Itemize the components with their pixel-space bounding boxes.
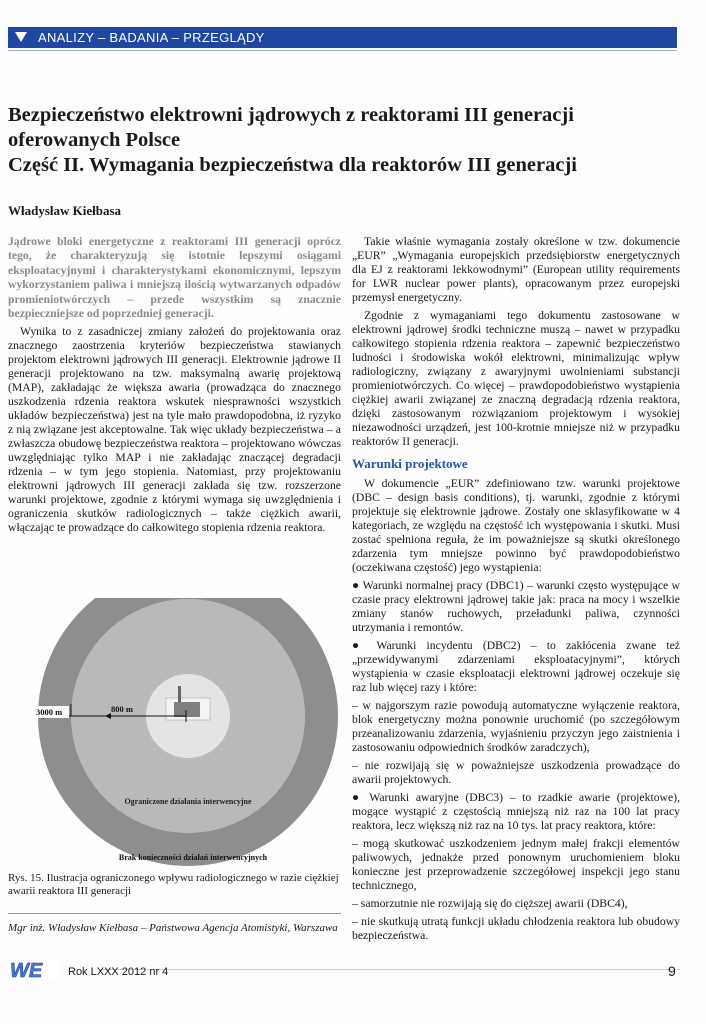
reactor-building bbox=[174, 702, 200, 717]
title-line-2: oferowanych Polsce bbox=[8, 129, 181, 151]
triangle-down-icon bbox=[15, 32, 27, 42]
author-affiliation: Mgr inż. Władysław Kiełbasa – Państwowa Agencja Atomistyki, Warszawa bbox=[8, 922, 338, 934]
list-item: – w najgorszym razie powodują automatyczne wyłączenie reaktora, blok energetyczny można ponownie uruchomić (po szczegółowym przeanalizowaniu zdarzenia, wyjaśnieniu przyczyn jego zaistnienia i zastosowaniu odpowiednich środków zaradczych), bbox=[352, 699, 680, 754]
section-label: ANALIZY – BADANIA – PRZEGLĄDY bbox=[38, 30, 265, 45]
section-heading: Warunki projektowe bbox=[352, 456, 468, 471]
lead-paragraph: Jądrowe bloki energetyczne z reaktorami III generacji oprócz tego, że charakteryzują się istotnie lepszymi osiągami eksploatacyjnymi i charakterystykami ekonomicznymi, lepszym wykorzystaniem paliwa i mniejszą ilością wytwarzanych odpadów promieniotwórczych – przede wszystkim są znacznie bezpieczniejsze od poprzedniej generacji. bbox=[8, 235, 341, 321]
affiliation-divider bbox=[8, 913, 341, 914]
title-line-3: Część II. Wymagania bezpieczeństwa dla reaktorów III generacji bbox=[8, 154, 577, 176]
list-item: ● Warunki incydentu (DBC2) – to zakłócenia zwane też „przewidywanymi zdarzeniami eksploatacyjnymi”, których wystąpienia w czasie eksploatacji elektrowni jądrowej oczekuje się raz lub więcej razy i które: bbox=[352, 639, 680, 694]
figure-caption: Rys. 15. Ilustracja ograniczonego wpływu radiologicznego w razie ciężkiej awarii reaktora III generacji bbox=[8, 872, 339, 897]
list-item: ● Warunki awaryjne (DBC3) – to rzadkie awarie (projektowe), mogące wystąpić z częstością mniejszą niż raz na 100 lat pracy reaktora, lecz większą niż raz na 10 tys. lat pracy reaktora, które: bbox=[352, 791, 680, 832]
right-column bbox=[352, 235, 680, 947]
logo-text: WE bbox=[10, 960, 43, 981]
section-banner bbox=[8, 27, 677, 48]
list-item: – mogą skutkować uszkodzeniem jednym małej frakcji elementów paliwowych, jednakże przed ponownym uruchomieniem bloku konieczne jest przeprowadzenie szczegółowej inspekcji jego stanu technicznego, bbox=[352, 837, 680, 892]
radiation-zone-figure bbox=[8, 598, 341, 870]
body-paragraph: Wynika to z zasadniczej zmiany założeń do projektowania oraz znacznego zaostrzenia kryteriów bezpieczeństwa stawianych projektom elektrowni jądrowych III generacji. Elektrownie jądrowe II generacji projektowano na tzw. maksymalną awarię projektową (MAP), zakładając że większa awaria (prowadząca do znacznego uszkodzenia rdzenia reaktora wskutek niesprawności wszystkich układów bezpieczeństwa) jest na tyle mało prawdopodobna, iż ryzyko z nią związane jest akceptowalne. Tak więc układy bezpieczeństwa – a zwłaszcza obudowę bezpieczeństwa reaktora – projektowano wówczas uwzględniając tylko MAP i nie zakładając znaczącej degradacji rdzenia – w tym jego stopienia. Natomiast, przy projektowaniu elektrowni jądrowych III generacji zakłada się tzw. rozszerzone warunki projektowe, zgodnie z którymi wymaga się uwzględnienia i ograniczenia skutków radiologicznych – także ciężkich awarii, włączając te prowadzące do całkowitego stopienia rdzenia reaktora. bbox=[8, 325, 341, 535]
stack-icon bbox=[178, 686, 181, 702]
footer-divider bbox=[100, 969, 680, 970]
issue-info: Rok LXXX 2012 nr 4 bbox=[68, 966, 169, 978]
list-item: – nie rozwijają się w poważniejsze uszkodzenia prowadzące do awarii projektowych. bbox=[352, 759, 680, 786]
label-3000: 3000 m bbox=[36, 707, 63, 717]
body-paragraph: Zgodnie z wymaganiami tego dokumentu zastosowane w elektrowni jądrowej środki techniczne muszą – nawet w przypadku całkowitego stopienia rdzenia reaktora – zapewnić bezpieczeństwo ludności i środowiska wokół elektrowni, minimalizując wpływ radiologiczny, związany z awaryjnymi uwolnieniami substancji promieniotwórczych. Co więcej – prawdopodobieństwo wystąpienia ciężkiej awarii związanej ze znaczną degradacją rdzenia reaktora, dzięki zastosowanym rozwiązaniom projektowym i wysokiej niezawodności urządzeń, jest 100-krotnie mniejsze niż w przypadku reaktorów II generacji. bbox=[352, 309, 680, 448]
left-column bbox=[8, 235, 341, 539]
we-logo bbox=[8, 959, 60, 981]
list-item: – samorzutnie nie rozwijają się do cięższej awarii (DBC4), bbox=[352, 897, 628, 910]
outer-zone-label: Brak konieczności działań interwencyjnych bbox=[118, 853, 268, 862]
title-line-1: Bezpieczeństwo elektrowni jądrowych z reaktorami III generacji bbox=[8, 104, 574, 126]
list-item: – nie skutkują utratą funkcji układu chłodzenia reaktora lub obudowy bezpieczeństwa. bbox=[352, 915, 680, 942]
inner-zone-label: Ograniczone działania interwencyjne bbox=[124, 797, 252, 806]
body-paragraph: Takie właśnie wymagania zostały określone w tzw. dokumencie „EUR” „Wymagania europejskich przedsiębiorstw energetycznych dla EJ z reaktorami lekkowodnymi” (European utility requirements for LWR nuclear power plants), opracowanym przez europejski przemysł energetyczny. bbox=[352, 235, 680, 304]
article-title bbox=[8, 103, 677, 178]
zone-diagram bbox=[8, 598, 341, 870]
label-800: 800 m bbox=[111, 704, 133, 714]
body-paragraph: W dokumencie „EUR” zdefiniowano tzw. warunki projektowe (DBC – design basis conditions), tj. warunki, zgodnie z którymi projektuje się elektrownie jądrowe. Zostały one sklasyfikowane w 4 kategoriach, ze względu na częstość ich występowania i skutki. Musi zostać spełniona reguła, że im poważniejsze są skutki określonego zdarzenia tym mniejsze powinno być prawdopodobieństwo (oczekiwana częstość) jego wystąpienia: bbox=[352, 477, 680, 574]
header-divider bbox=[8, 50, 677, 51]
page-number: 9 bbox=[668, 963, 676, 979]
author-name: Władysław Kiełbasa bbox=[8, 203, 122, 218]
list-item: ● Warunki normalnej pracy (DBC1) – warunki często występujące w czasie pracy elektrowni jądrowej takie jak: praca na mocy i wszelkie zmiany stanów ruchowych, przeładunki paliwa, czynności utrzymania i remontów. bbox=[352, 579, 680, 634]
